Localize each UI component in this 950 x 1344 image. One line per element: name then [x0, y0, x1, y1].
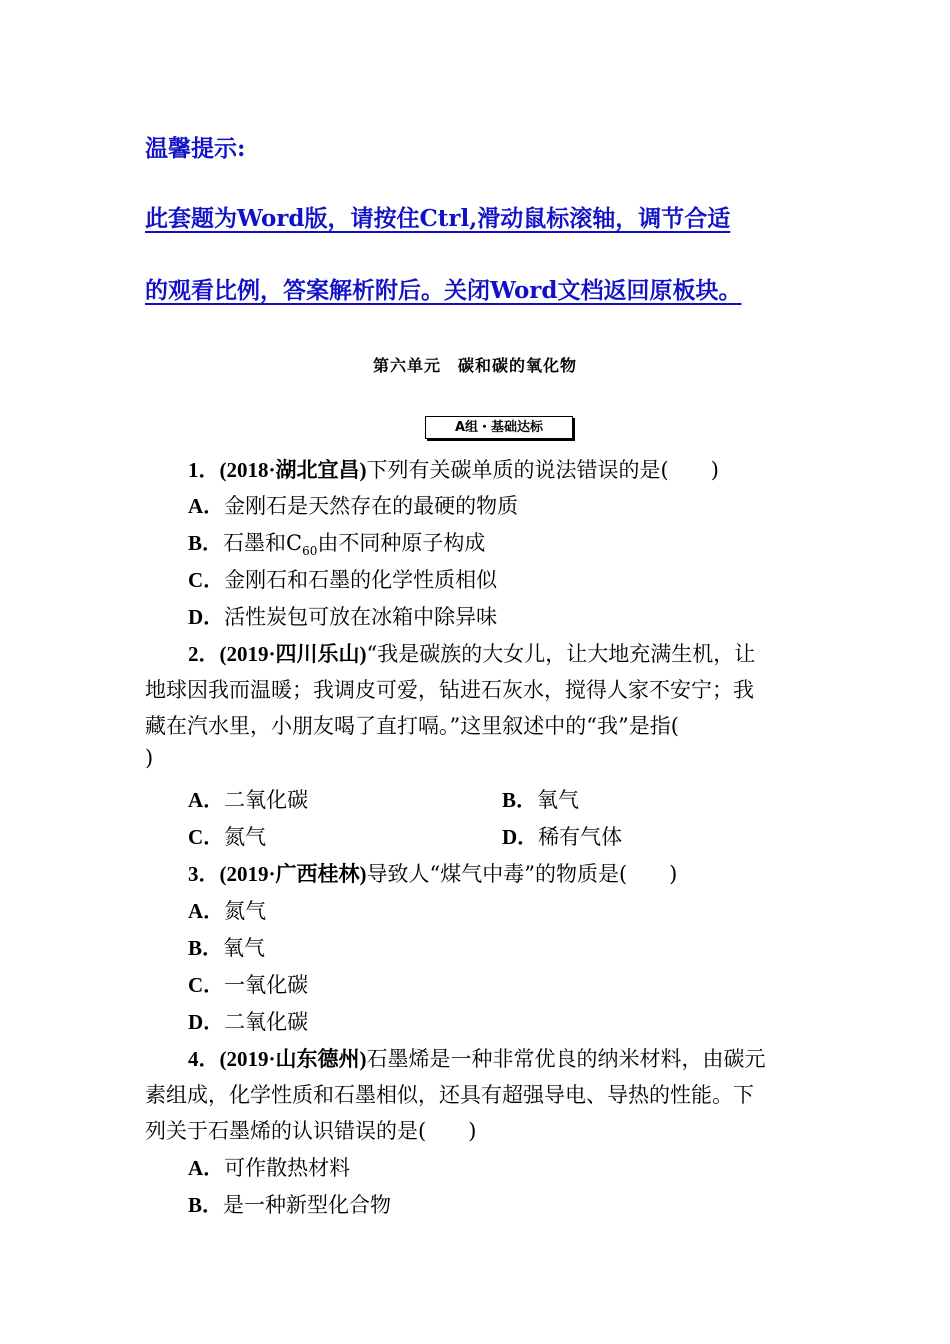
- option-label: D．: [188, 605, 225, 629]
- question-source: (2019·广西桂林): [219, 862, 367, 886]
- option-text: 氧气: [537, 788, 580, 812]
- group-badge: A组・基础达标: [425, 416, 573, 439]
- option-subscript: 60: [302, 544, 318, 559]
- hint-line-2: 的观看比例，答案解析附后。关闭Word文档返回原板块。: [145, 277, 742, 304]
- question-number: 1．: [188, 458, 220, 482]
- q1-option-d: [188, 601, 497, 631]
- option-text: 二氧化碳: [224, 1010, 309, 1034]
- question-source: (2019·四川乐山): [219, 642, 367, 666]
- question-2-stem: [188, 638, 755, 668]
- option-text: 可作散热材料: [224, 1156, 351, 1180]
- option-label: A．: [188, 899, 225, 923]
- q2-option-b: [502, 784, 579, 814]
- option-text: 稀有气体: [538, 825, 623, 849]
- option-label: C．: [188, 973, 225, 997]
- option-label: A．: [188, 788, 225, 812]
- unit-title: 第六单元 碳和碳的氧化物: [372, 356, 577, 375]
- option-text: 氮气: [224, 899, 267, 923]
- q4-option-a: [188, 1152, 350, 1182]
- option-label: D．: [188, 1010, 225, 1034]
- q2-option-c: [188, 821, 266, 851]
- q3-option-d: [188, 1006, 308, 1036]
- option-text: 氧气: [223, 936, 266, 960]
- option-label: B．: [188, 531, 224, 555]
- option-label: B．: [188, 1193, 224, 1217]
- option-text: 金刚石和石墨的化学性质相似: [224, 568, 498, 592]
- q4-option-b: [188, 1189, 391, 1219]
- question-number: 3．: [188, 862, 220, 886]
- option-text-tail: 由不同种原子构成: [317, 531, 486, 555]
- q3-option-b: [188, 932, 265, 962]
- option-text: 一氧化碳: [224, 973, 309, 997]
- question-3-stem: [188, 858, 677, 888]
- question-text: 导致人“煤气中毒”的物质是( ): [366, 862, 678, 886]
- question-4-line-2: 素组成，化学性质和石墨相似，还具有超强导电、导热的性能。下: [145, 1083, 754, 1107]
- option-label: A．: [188, 1156, 225, 1180]
- question-4-stem: [188, 1043, 766, 1073]
- q1-option-a: [188, 490, 518, 520]
- option-text: 石墨和C: [223, 531, 303, 555]
- question-source: (2019·山东德州): [219, 1047, 367, 1071]
- question-number: 2．: [188, 642, 220, 666]
- q3-option-c: [188, 969, 308, 999]
- option-label: A．: [188, 494, 225, 518]
- q1-option-c: [188, 564, 497, 594]
- option-text: 氮气: [224, 825, 267, 849]
- question-2-line-3: 藏在汽水里，小朋友喝了直打嗝。”这里叙述中的“我”是指(: [145, 714, 679, 738]
- question-4-line-3: 列关于石墨烯的认识错误的是( ): [145, 1119, 477, 1143]
- option-label: D．: [502, 825, 539, 849]
- option-text: 二氧化碳: [224, 788, 309, 812]
- question-text: “我是碳族的大女儿，让大地充满生机，让: [366, 642, 756, 666]
- question-1-stem: [188, 452, 719, 488]
- option-label: B．: [188, 936, 224, 960]
- question-source: (2018·湖北宜昌): [219, 458, 367, 482]
- option-text: 活性炭包可放在冰箱中除异味: [224, 605, 498, 629]
- question-2-line-4: ): [145, 746, 154, 770]
- option-label: C．: [188, 568, 225, 592]
- option-text: 是一种新型化合物: [223, 1193, 392, 1217]
- hint-title: 温馨提示:: [145, 135, 246, 162]
- question-2-line-2: 地球因我而温暖；我调皮可爱，钻进石灰水，搅得人家不安宁；我: [145, 678, 754, 702]
- q2-option-d: [502, 821, 622, 851]
- q3-option-a: [188, 895, 266, 925]
- question-text: 石墨烯是一种非常优良的纳米材料，由碳元: [366, 1047, 766, 1071]
- question-number: 4．: [188, 1047, 220, 1071]
- q2-option-a: [188, 784, 308, 814]
- option-label: C．: [188, 825, 225, 849]
- hint-line-1: 此套题为Word版，请按住Ctrl,滑动鼠标滚轴，调节合适: [145, 205, 731, 232]
- question-text: 下列有关碳单质的说法错误的是( ): [366, 458, 719, 482]
- q1-option-b: [188, 527, 485, 558]
- option-label: B．: [502, 788, 538, 812]
- option-text: 金刚石是天然存在的最硬的物质: [224, 494, 519, 518]
